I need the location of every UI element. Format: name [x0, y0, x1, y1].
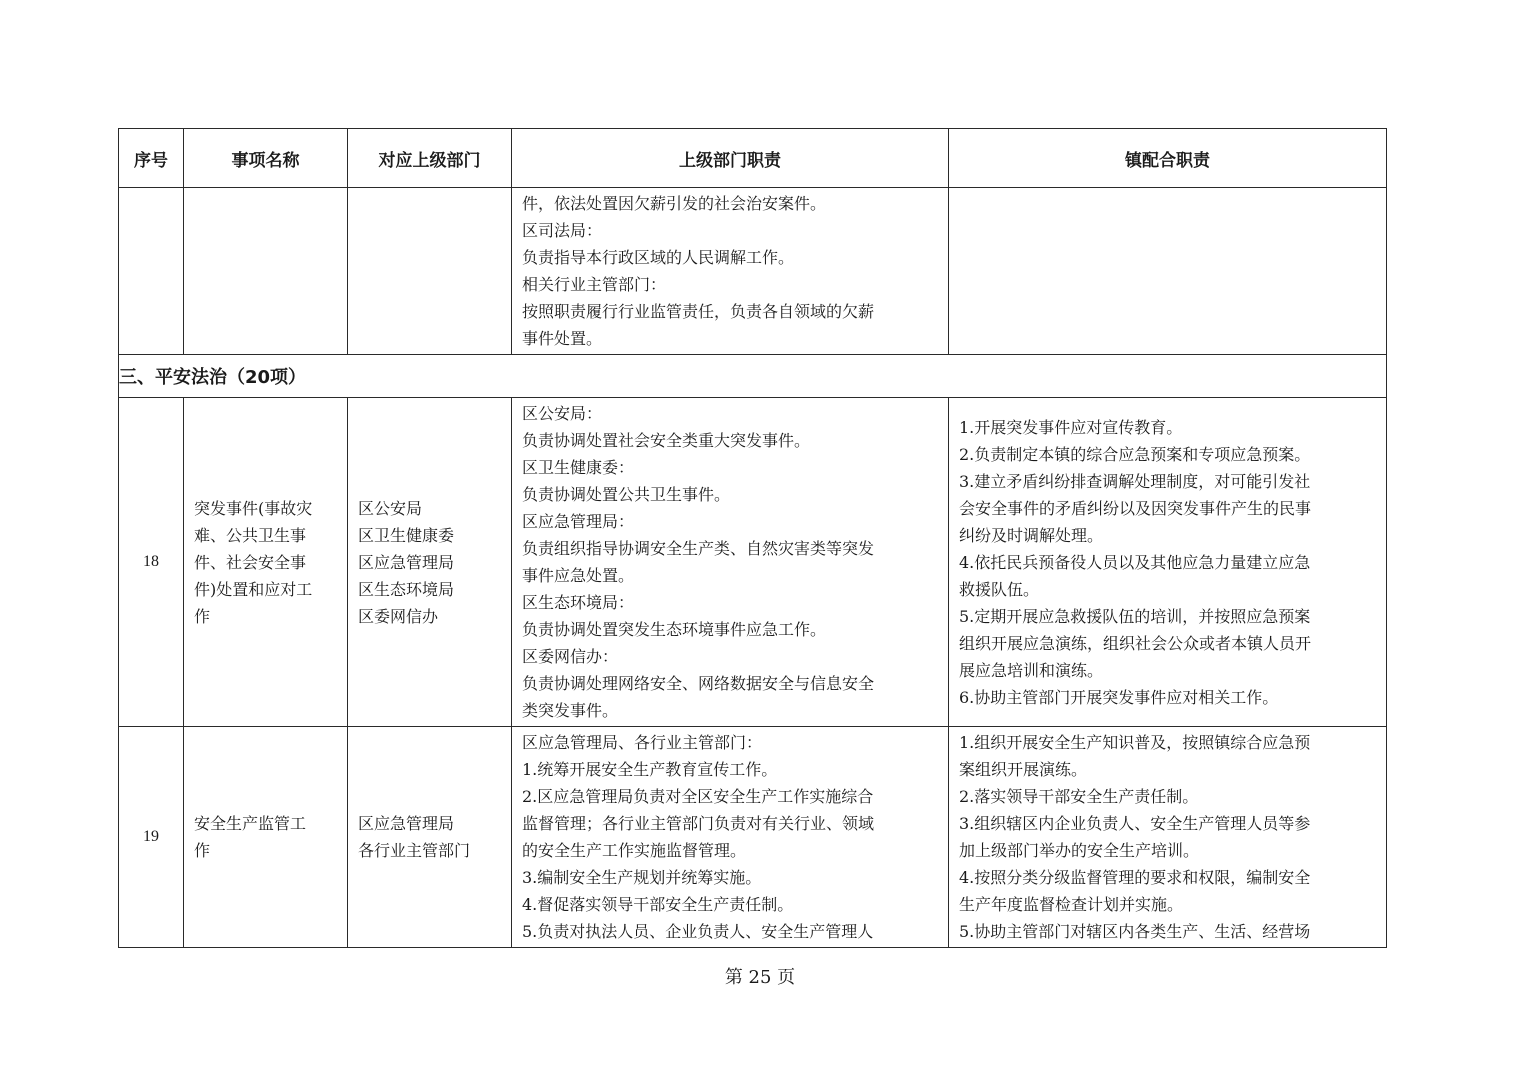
section-row [119, 355, 1387, 398]
superior-duties-cell [512, 727, 949, 948]
text-line: 区应急管理局、各行业主管部门： [522, 733, 763, 752]
superior-duties-text [512, 398, 948, 726]
text-line: 相关行业主管部门： [522, 275, 667, 294]
header-superior-dept: 对应上级部门 [348, 129, 512, 188]
header-item-name: 事项名称 [184, 129, 348, 188]
superior-dept-text [348, 808, 511, 866]
text-line: 5.负责对执法人员、企业负责人、安全生产管理人 [522, 922, 874, 941]
text-line: 难、公共卫生事 [194, 525, 307, 545]
text-line: 区应急管理局 [358, 814, 455, 833]
superior-duties-text [512, 188, 948, 354]
text-line: 救援队伍。 [959, 579, 1040, 599]
text-line: 2.区应急管理局负责对全区安全生产工作实施综合 [522, 787, 874, 806]
text-line: 区公安局 [358, 498, 423, 518]
text-line: 区应急管理局 [358, 552, 455, 572]
superior-dept-cell [348, 727, 512, 948]
text-line: 3.建立矛盾纠纷排查调解处理制度，对可能引发社 [959, 471, 1311, 491]
text-line: 按照职责履行行业监管责任，负责各自领域的欠薪 [522, 302, 875, 321]
town-duties-text [949, 727, 1386, 947]
text-line: 负责协调处置公共卫生事件。 [522, 485, 731, 504]
text-line: 监督管理；各行业主管部门负责对有关行业、领域 [522, 814, 875, 833]
superior-duties-cell [512, 188, 949, 355]
text-line: 区应急管理局： [522, 512, 635, 531]
table-row [119, 727, 1387, 948]
page-number: 第 25 页 [724, 967, 796, 988]
text-line: 突发事件(事故灾 [194, 498, 313, 518]
town-duties-text [949, 412, 1386, 713]
text-line: 各行业主管部门 [358, 841, 471, 860]
text-line: 事件应急处置。 [522, 566, 635, 585]
text-line: 负责指导本行政区域的人民调解工作。 [522, 248, 795, 267]
text-line: 生产年度监督检查计划并实施。 [959, 895, 1184, 914]
text-line: 1.开展突发事件应对宣传教育。 [959, 417, 1183, 437]
text-line: 区委网信办： [522, 647, 619, 666]
text-line: 区公安局： [522, 404, 603, 423]
text-line: 5.协助主管部门对辖区内各类生产、生活、经营场 [959, 922, 1311, 941]
text-line: 件，依法处置因欠薪引发的社会治安案件。 [522, 194, 827, 213]
item-name-text [184, 808, 347, 866]
town-duties-cell [949, 727, 1387, 948]
item-name-cell [184, 188, 348, 355]
header-serial: 序号 [119, 129, 184, 188]
text-line: 作 [194, 606, 211, 626]
superior-duties-text [512, 727, 948, 947]
text-line: 件)处置和应对工 [194, 579, 313, 599]
text-line: 4.按照分类分级监督管理的要求和权限，编制安全 [959, 868, 1311, 887]
text-line: 负责协调处置社会安全类重大突发事件。 [522, 431, 811, 450]
text-line: 区卫生健康委： [522, 458, 635, 477]
text-line: 的安全生产工作实施监督管理。 [522, 841, 747, 860]
text-line: 区生态环境局： [522, 593, 635, 612]
town-duties-cell [949, 188, 1387, 355]
text-line: 组织开展应急演练，组织社会公众或者本镇人员开 [959, 633, 1312, 653]
item-name-text [184, 493, 347, 632]
text-line: 4.依托民兵预备役人员以及其他应急力量建立应急 [959, 552, 1311, 572]
text-line: 区司法局： [522, 221, 603, 240]
item-name-cell [184, 398, 348, 727]
serial-cell: 19 [119, 727, 184, 948]
superior-dept-cell [348, 188, 512, 355]
text-line: 事件处置。 [522, 329, 603, 348]
item-name-cell [184, 727, 348, 948]
text-line: 5.定期开展应急救援队伍的培训，并按照应急预案 [959, 606, 1311, 626]
town-duties-cell [949, 398, 1387, 727]
text-line: 区卫生健康委 [358, 525, 455, 545]
text-line: 类突发事件。 [522, 701, 619, 720]
duty-table [118, 128, 1387, 948]
text-line: 纠纷及时调解处理。 [959, 525, 1104, 545]
header-town-duties: 镇配合职责 [949, 129, 1387, 188]
text-line: 案组织开展演练。 [959, 760, 1088, 779]
text-line: 负责协调处置突发生态环境事件应急工作。 [522, 620, 827, 639]
text-line: 3.组织辖区内企业负责人、安全生产管理人员等参 [959, 814, 1311, 833]
text-line: 负责协调处理网络安全、网络数据安全与信息安全 [522, 674, 875, 693]
text-line: 4.督促落实领导干部安全生产责任制。 [522, 895, 794, 914]
text-line: 1.组织开展安全生产知识普及，按照镇综合应急预 [959, 733, 1311, 752]
table-row [119, 188, 1387, 355]
text-line: 3.编制安全生产规划并统筹实施。 [522, 868, 762, 887]
text-line: 2.负责制定本镇的综合应急预案和专项应急预案。 [959, 444, 1311, 464]
text-line: 展应急培训和演练。 [959, 660, 1104, 680]
table-row [119, 398, 1387, 727]
text-line: 安全生产监管工 [194, 814, 307, 833]
text-line: 区生态环境局 [358, 579, 455, 599]
superior-dept-text [348, 493, 511, 632]
text-line: 6.协助主管部门开展突发事件应对相关工作。 [959, 687, 1279, 707]
superior-dept-cell [348, 398, 512, 727]
serial-cell: 18 [119, 398, 184, 727]
text-line: 件、社会安全事 [194, 552, 307, 572]
serial-cell [119, 188, 184, 355]
text-line: 会安全事件的矛盾纠纷以及因突发事件产生的民事 [959, 498, 1312, 518]
header-superior-duties: 上级部门职责 [512, 129, 949, 188]
text-line: 作 [194, 841, 211, 860]
table-header-row [119, 129, 1387, 188]
text-line: 2.落实领导干部安全生产责任制。 [959, 787, 1199, 806]
text-line: 加上级部门举办的安全生产培训。 [959, 841, 1200, 860]
superior-duties-cell [512, 398, 949, 727]
section-title: 三、平安法治（20项） [119, 355, 1387, 398]
text-line: 负责组织指导协调安全生产类、自然灾害类等突发 [522, 539, 875, 558]
text-line: 区委网信办 [358, 606, 439, 626]
text-line: 1.统筹开展安全生产教育宣传工作。 [522, 760, 778, 779]
